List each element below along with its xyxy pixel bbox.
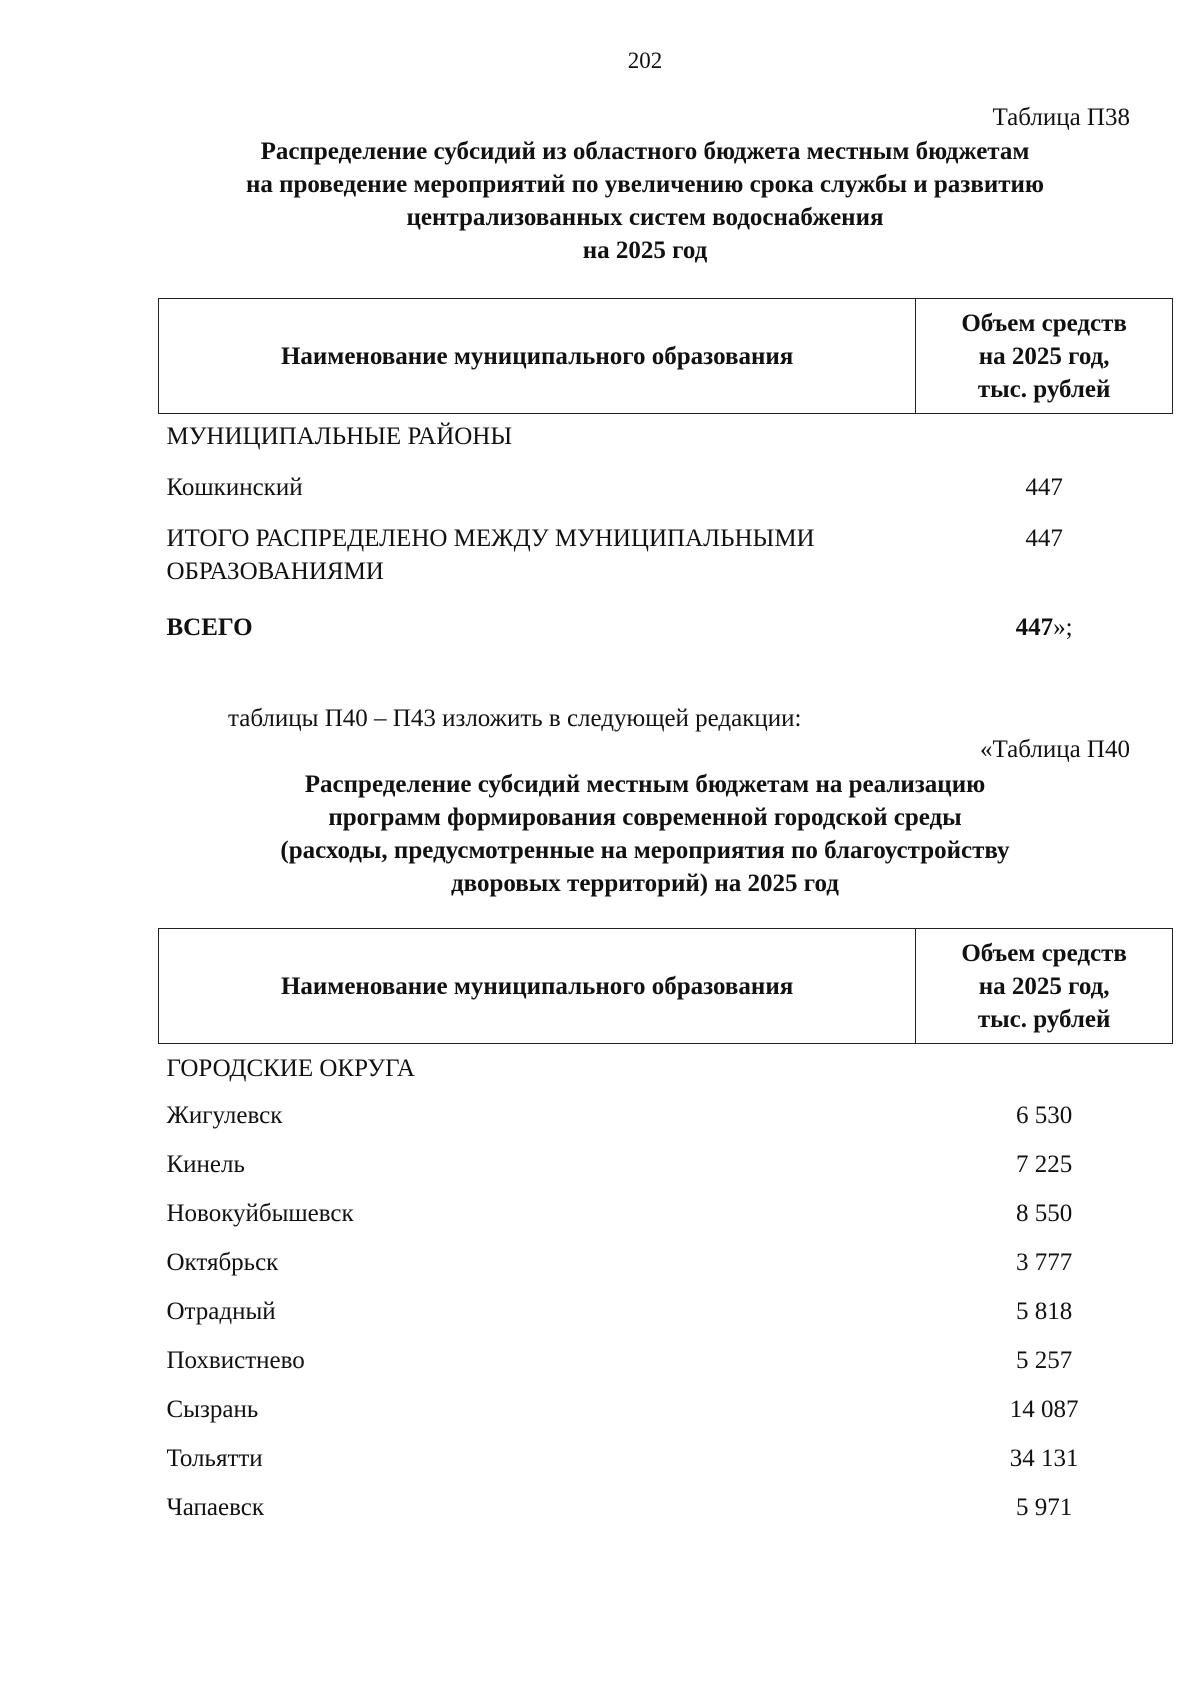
municipality-name: Сызрань bbox=[166, 1396, 259, 1423]
total-suffix: »; bbox=[1053, 614, 1073, 641]
subtotal-label-line: ИТОГО РАСПРЕДЕЛЕНО МЕЖДУ МУНИЦИПАЛЬНЫМИ bbox=[166, 525, 815, 552]
municipality-name: Похвистнево bbox=[166, 1347, 305, 1374]
header-amount-line: Объем средств bbox=[961, 309, 1127, 337]
amount-value: 34 131 bbox=[1009, 1445, 1079, 1472]
header-municipality-name: Наименование муниципального образования bbox=[159, 929, 916, 1044]
section-heading: ГОРОДСКИЕ ОКРУГА bbox=[166, 1055, 415, 1082]
table-row bbox=[159, 1287, 1173, 1336]
table-header-row bbox=[159, 929, 1173, 1044]
table-row bbox=[159, 1091, 1173, 1140]
subtotal-label-line: ОБРАЗОВАНИЯМИ bbox=[166, 558, 384, 585]
table-label-p38: Таблица П38 bbox=[992, 104, 1130, 131]
municipality-name: Тольятти bbox=[166, 1445, 263, 1472]
table-label-p40: «Таблица П40 bbox=[980, 736, 1130, 763]
title-line: централизованных систем водоснабжения bbox=[406, 204, 884, 231]
amount-value: 5 257 bbox=[1015, 1347, 1073, 1374]
table-row bbox=[159, 1189, 1173, 1238]
subsidy-table-p38 bbox=[158, 298, 1173, 653]
header-amount-line: на 2025 год, bbox=[978, 342, 1110, 370]
amount-value: 5 818 bbox=[1015, 1298, 1073, 1325]
municipality-name: Отрадный bbox=[166, 1298, 276, 1325]
total-label: ВСЕГО bbox=[166, 614, 253, 641]
header-amount bbox=[916, 299, 1173, 414]
header-amount bbox=[916, 929, 1173, 1044]
table-header-row bbox=[159, 299, 1173, 414]
amount-value: 5 971 bbox=[1015, 1494, 1073, 1521]
amount-value: 8 550 bbox=[1015, 1200, 1073, 1227]
title-line: программ формирования современной городской среды bbox=[328, 804, 962, 831]
amount-value: 14 087 bbox=[1009, 1396, 1079, 1423]
amount-value: 7 225 bbox=[1015, 1151, 1073, 1178]
subtotal-label bbox=[159, 513, 916, 597]
municipality-name: Кошкинский bbox=[166, 474, 303, 501]
amount-value: 3 777 bbox=[1015, 1249, 1073, 1276]
header-municipality-name: Наименование муниципального образования bbox=[159, 299, 916, 414]
section-row bbox=[159, 414, 1173, 463]
header-amount-line: Объем средств bbox=[961, 939, 1127, 967]
municipality-name: Чапаевск bbox=[166, 1494, 264, 1521]
title-line: дворовых территорий) на 2025 год bbox=[451, 870, 839, 897]
municipality-name: Октябрьск bbox=[166, 1249, 279, 1276]
table-title-p40 bbox=[160, 768, 1130, 900]
amount-value: 447 bbox=[1025, 474, 1063, 501]
section-row bbox=[159, 1044, 1173, 1092]
table-row bbox=[159, 1434, 1173, 1483]
section-heading: МУНИЦИПАЛЬНЫЕ РАЙОНЫ bbox=[166, 423, 513, 450]
header-amount-line: на 2025 год, bbox=[978, 972, 1110, 1000]
instruction-text: таблицы П40 – П43 изложить в следующей редакции: bbox=[228, 705, 802, 732]
page-number: 202 bbox=[627, 48, 663, 73]
title-line: на проведение мероприятий по увеличению срока службы и развитию bbox=[245, 171, 1045, 198]
subsidy-table-p40 bbox=[158, 928, 1173, 1532]
title-line: Распределение субсидий из областного бюджета местным бюджетам bbox=[260, 138, 1030, 165]
title-line: на 2025 год bbox=[582, 237, 708, 264]
municipality-name: Жигулевск bbox=[166, 1102, 283, 1129]
municipality-name: Новокуйбышевск bbox=[166, 1200, 354, 1227]
total-row bbox=[159, 597, 1173, 653]
total-amount: 447 bbox=[1015, 614, 1054, 641]
subtotal-row bbox=[159, 513, 1173, 597]
title-line: (расходы, предусмотренные на мероприятия по благоустройству bbox=[280, 837, 1010, 864]
table-title-p38 bbox=[160, 135, 1130, 267]
header-amount-line: тыс. рублей bbox=[977, 1005, 1111, 1033]
total-amount-cell bbox=[916, 597, 1173, 653]
table-row bbox=[159, 462, 1173, 513]
table-row bbox=[159, 1336, 1173, 1385]
table-row bbox=[159, 1238, 1173, 1287]
amount-value: 6 530 bbox=[1015, 1102, 1073, 1129]
subtotal-amount: 447 bbox=[1025, 525, 1063, 552]
table-row bbox=[159, 1140, 1173, 1189]
table-row bbox=[159, 1483, 1173, 1532]
title-line: Распределение субсидий местным бюджетам на реализацию bbox=[304, 771, 986, 798]
municipality-name: Кинель bbox=[166, 1151, 245, 1178]
header-amount-line: тыс. рублей bbox=[977, 375, 1111, 403]
table-row bbox=[159, 1385, 1173, 1434]
